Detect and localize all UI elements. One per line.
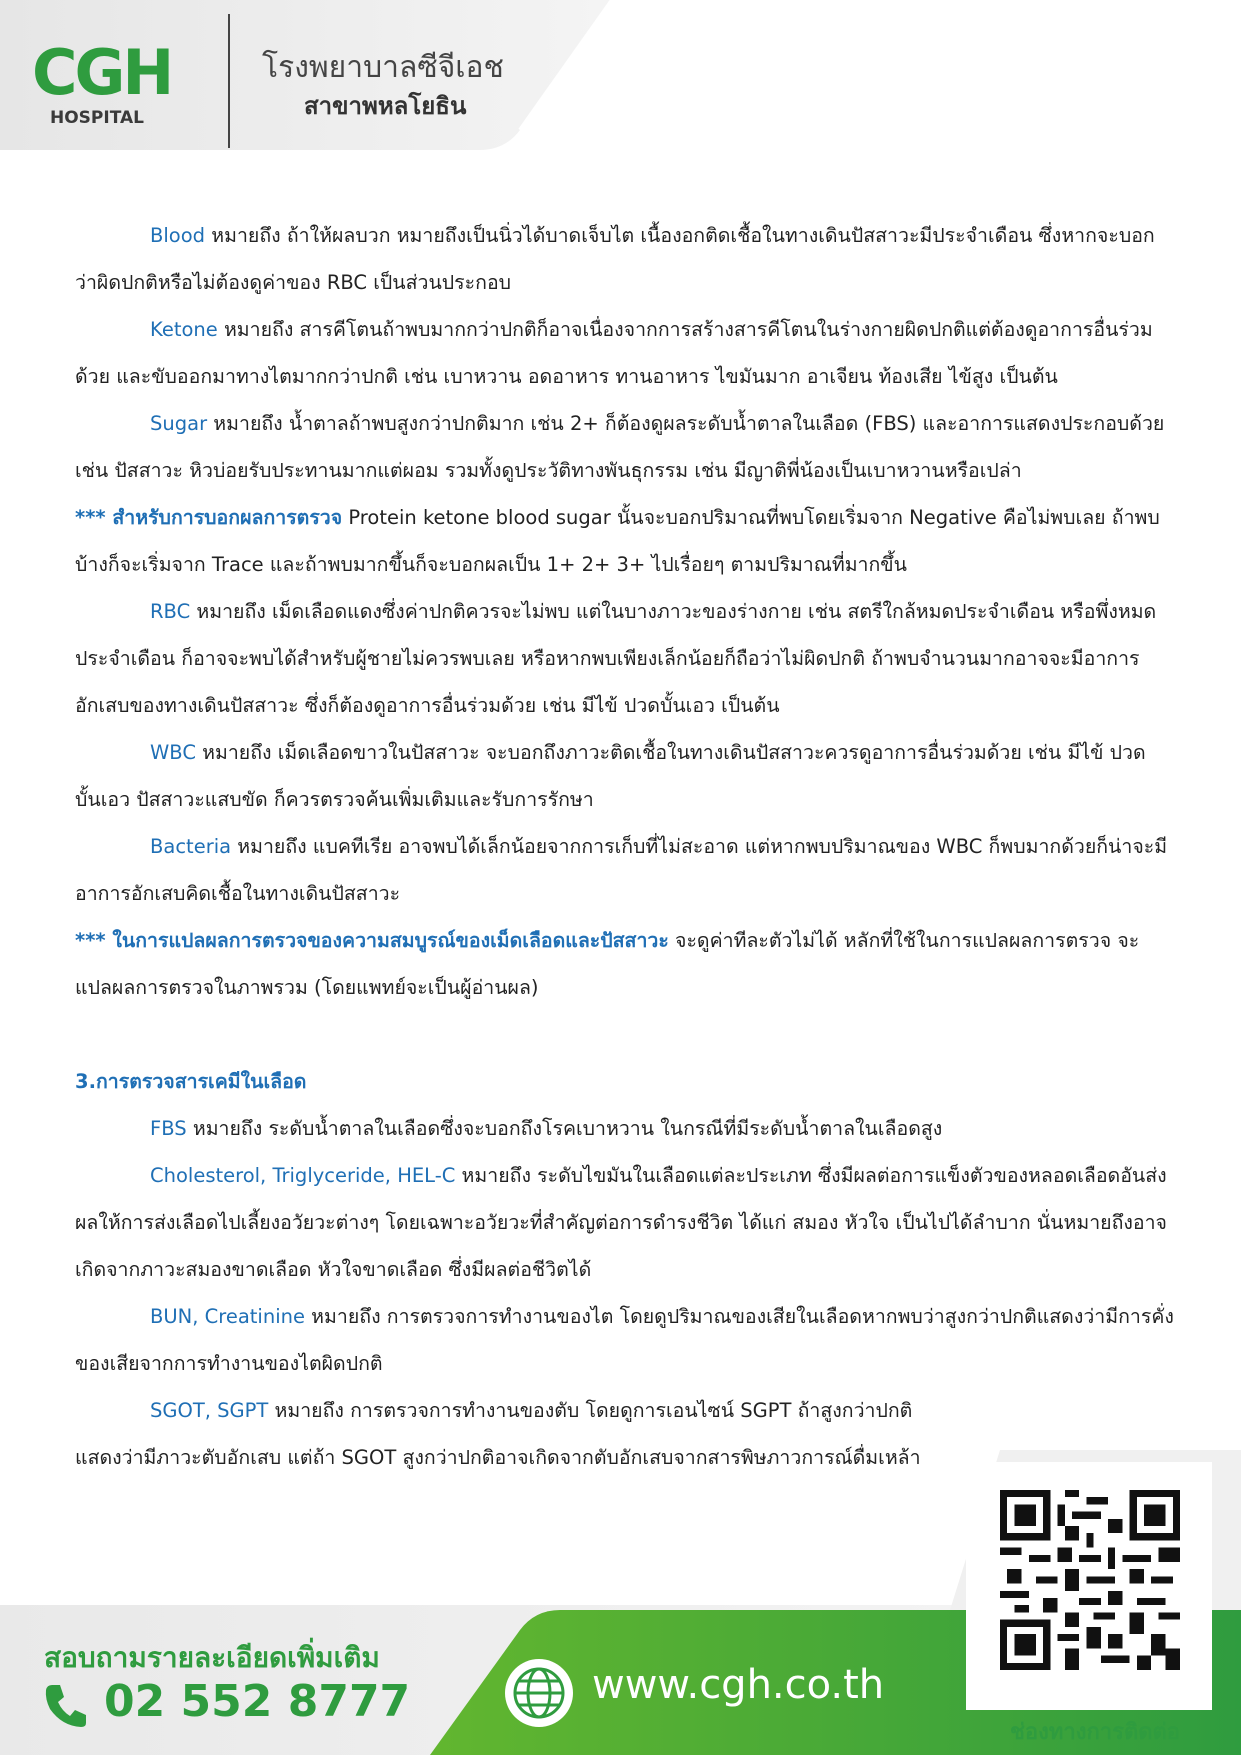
text-fbs: หมายถึง ระดับน้ำตาลในเลือดซึ่งจะบอกถึงโรคเบาหวาน ในกรณีที่มีระดับน้ำตาลในเลือดสูง (186, 1117, 943, 1140)
text-rbc: หมายถึง เม็ดเลือดแดงซึ่งค่าปกติควรจะไม่พบ แต่ในบางภาวะของร่างกาย เช่น สตรีใกล้หมดประจำเดือน หรือพึ่งหมดประจำเดือน ก็อาจจะพบได้สำหรับผู้ชายไม่ควรพบเลย หรือหากพบเพียงเล็กน้อยก็ถือว่าไม่ผิดปกติ ถ้าพบจำนวนมากอาจจะมีอาการอักเสบของทางเดินปัสสาวะ ซึ่งก็ต้องดูอาการอื่นร่วมด้วย เช่น มีไข้ ปวดบั้นเอว เป็นต้น (75, 600, 1157, 717)
hospital-name: โรงพยาบาลซีจีเอช (262, 50, 504, 85)
paragraph-bun (75, 1293, 1175, 1387)
text-bun: หมายถึง การตรวจการทำงานของไต โดยดูปริมาณของเสียในเลือดหากพบว่าสูงกว่าปกติแสดงว่ามีการคั่งของเสียจากการทำงานของไตผิดปกติ (75, 1305, 1174, 1375)
qr-code-icon[interactable] (1000, 1490, 1180, 1670)
term-bacteria: Bacteria (150, 835, 232, 858)
text-ketone: หมายถึง สารคีโตนถ้าพบมากกว่าปกติก็อาจเนื่องจากการสร้างสารคีโตนในร่างกายผิดปกติแต่ต้องดูอาการอื่นร่วมด้วย และขับออกมาทางไตมากกว่าปกติ เช่น เบาหวาน อดอาหาร ทานอาหาร ไขมันมาก อาเจียน ท้องเสีย ไข้สูง เป็นต้น (75, 318, 1153, 388)
qr-label: ช่องทางการติดต่อ (1009, 1720, 1181, 1745)
note-interpretation-text: จะดูค่าทีละตัวไม่ได้ หลักที่ใช้ในการแปลผลการตรวจ จะแปลผลการตรวจในภาพรวม (โดยแพทย์จะเป็นผู้อ่านผล) (75, 929, 1140, 999)
paragraph-cholesterol (75, 1152, 1175, 1293)
term-sgot: SGOT, SGPT (150, 1399, 269, 1422)
section-number: 3. (75, 1070, 96, 1093)
cgh-logo (32, 38, 212, 128)
text-blood: หมายถึง ถ้าให้ผลบวก หมายถึงเป็นนิ่วได้บาดเจ็บไต เนื้องอกติดเชื้อในทางเดินปัสสาวะมีประจำเดือน ซึ่งหากจะบอกว่าผิดปกติหรือไม่ต้องดูค่าของ RBC เป็นส่วนประกอบ (75, 224, 1155, 294)
note-interpretation-head: *** ในการแปลผลการตรวจของความสมบูรณ์ของเม็ดเลือดและปัสสาวะ (75, 929, 669, 952)
logo-text: CGH (32, 36, 172, 109)
paragraph-wbc (75, 729, 1175, 823)
term-sugar: Sugar (150, 412, 208, 435)
paragraph-rbc (75, 588, 1175, 729)
paragraph-ketone (75, 306, 1175, 400)
section-title-text: การตรวจสารเคมีในเลือด (95, 1070, 307, 1093)
paragraph-fbs (75, 1105, 1175, 1152)
phone-icon (44, 1683, 88, 1729)
document-body (75, 212, 1175, 1481)
paragraph-note-interpretation (75, 917, 1175, 1011)
phone-number[interactable]: 02 552 8777 (104, 1676, 411, 1727)
logo-subtext: HOSPITAL (50, 108, 144, 128)
term-rbc: RBC (150, 600, 191, 623)
text-sugar: หมายถึง น้ำตาลถ้าพบสูงกว่าปกติมาก เช่น 2+ ก็ต้องดูผลระดับน้ำตาลในเลือด (FBS) และอาการแสดงประกอบด้วย เช่น ปัสสาวะ หิวบ่อยรับประทานมากแต่ผอม รวมทั้งดูประวัติทางพันธุกรรม เช่น มีญาติพี่น้องเป็นเบาหวานหรือเปล่า (75, 412, 1165, 482)
text-bacteria: หมายถึง แบคทีเรีย อาจพบได้เล็กน้อยจากการเก็บที่ไม่สะอาด แต่หากพบปริมาณของ WBC ก็พบมากด้วยก็น่าจะมีอาการอักเสบคิดเชื้อในทางเดินปัสสาวะ (75, 835, 1168, 905)
term-ketone: Ketone (150, 318, 218, 341)
paragraph-blood (75, 212, 1175, 306)
note-results-text: Protein ketone blood sugar นั้นจะบอกปริมาณที่พบโดยเริ่มจาก Negative คือไม่พบเลย ถ้าพบบ้างก็จะเริ่มจาก Trace และถ้าพบมากขึ้นก็จะบอกผลเป็น 1+ 2+ 3+ ไปเรื่อยๆ ตามปริมาณที่มากขึ้น (75, 506, 1160, 576)
section-spacer (75, 1011, 1175, 1058)
paragraph-bacteria (75, 823, 1175, 917)
paragraph-note-results (75, 494, 1175, 588)
term-fbs: FBS (150, 1117, 187, 1140)
text-cholesterol: หมายถึง ระดับไขมันในเลือดแต่ละประเภท ซึ่งมีผลต่อการแข็งตัวของหลอดเลือดอันส่งผลให้การส่งเลือดไปเลี้ยงอวัยวะต่างๆ โดยเฉพาะอวัยวะที่สำคัญต่อการดำรงชีวิต ได้แก่ สมอง หัวใจ เป็นไปได้ลำบาก นั่นหมายถึงอาจเกิดจากภาวะสมองขาดเลือด หัวใจขาดเลือด ซึ่งมีผลต่อชีวิตได้ (75, 1164, 1167, 1281)
website-link[interactable]: www.cgh.co.th (592, 1662, 885, 1708)
term-blood: Blood (150, 224, 206, 247)
text-wbc: หมายถึง เม็ดเลือดขาวในปัสสาวะ จะบอกถึงภาวะติดเชื้อในทางเดินปัสสาวะควรดูอาการอื่นร่วมด้วย เช่น มีไข้ ปวดบั้นเอว ปัสสาวะแสบขัด ก็ควรตรวจค้นเพิ่มเติมและรับการรักษา (75, 741, 1146, 811)
globe-icon (502, 1656, 576, 1730)
term-bun: BUN, Creatinine (150, 1305, 305, 1328)
term-wbc: WBC (150, 741, 196, 764)
section-title-blood-chemistry (75, 1058, 1175, 1105)
text-sgot: หมายถึง การตรวจการทำงานของตับ โดยดูการเอนไซน์ SGPT ถ้าสูงกว่าปกติ แสดงว่ามีภาวะตับอักเสบ แต่ถ้า SGOT สูงกว่าปกติอาจเกิดจากตับอักเสบจากสารพิษภาวการณ์ดื่มเหล้า (75, 1399, 921, 1469)
branch-name: สาขาพหลโยธิน (304, 92, 467, 120)
contact-label: สอบถามรายละเอียดเพิ่มเติม (44, 1641, 380, 1674)
paragraph-sugar (75, 400, 1175, 494)
header-divider (228, 14, 230, 148)
note-results-head: *** สำหรับการบอกผลการตรวจ (75, 506, 343, 529)
term-cholesterol: Cholesterol, Triglyceride, HEL-C (150, 1164, 456, 1187)
